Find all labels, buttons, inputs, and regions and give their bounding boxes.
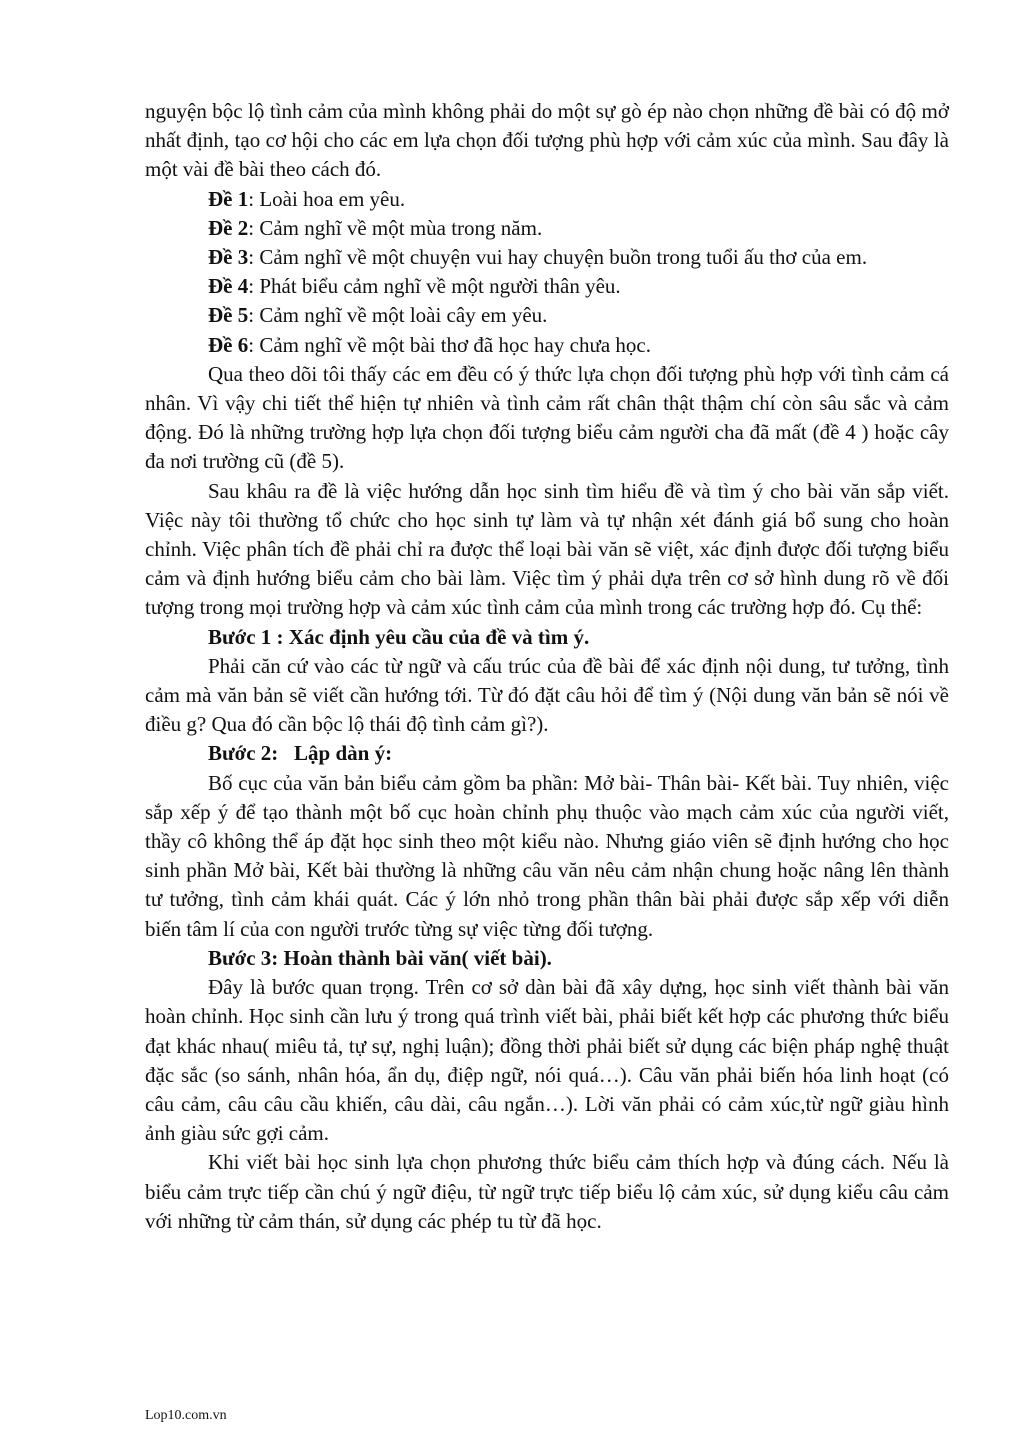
step-2-text: Bố cục của văn bản biểu cảm gồm ba phần: Mở bài- Thân bài- Kết bài. Tuy nhiên, việc sắp xếp ý để tạo thành một bố cục hoàn chỉnh phụ thuộc vào mạch cảm xúc của người viết, thầy cô không thể áp đặt học sinh theo một kiểu nào. Nhưng giáo viên sẽ định hướng cho học sinh phần Mở bài, Kết bài thường là những câu văn nêu cảm nhận chung hoặc nâng lên thành tư tưởng, tình cảm khái quát. Các ý lớn nhỏ trong phần thân bài phải được sắp xếp với diễn biến tâm lí của con người trước từng sự việc từng đối tượng. (145, 770, 949, 941)
topic-5-label: Đề 5 (208, 303, 249, 328)
intro-paragraph: nguyện bộc lộ tình cảm của mình không phải do một sự gò ép nào chọn những đề bài có độ mở nhất định, tạo cơ hội cho các em lựa chọn đối tượng phù hợp với cảm xúc của mình. Sau đây là một vài đề bài theo cách đó. (145, 99, 949, 182)
step-3-heading: Bước 3: Hoàn thành bài văn( viết bài). (208, 945, 552, 970)
topic-4 (145, 272, 949, 301)
topic-6 (145, 331, 949, 360)
page-footer-source: Lop10.com.vn (145, 1408, 227, 1423)
topic-6-label: Đề 6 (208, 332, 249, 357)
topic-1-text: : Loài hoa em yêu. (248, 186, 406, 211)
step-1-text: Phải căn cứ vào các từ ngữ và cấu trúc của đề bài để xác định nội dung, tư tưởng, tình cảm mà văn bản sẽ viết cần hướng tới. Từ đó đặt câu hỏi để tìm ý (Nội dung văn bản sẽ nói về điều g? Qua đó cần bộc lộ thái độ tình cảm gì?). (145, 653, 949, 737)
topic-4-label: Đề 4 (208, 274, 249, 299)
step-1-heading: Bước 1 : Xác định yêu cầu của đề và tìm ý. (208, 624, 590, 649)
topic-4-text: : Phát biểu cảm nghĩ về một người thân yêu. (248, 274, 621, 299)
document-page (145, 97, 949, 1236)
topic-3 (145, 243, 949, 272)
topic-2 (145, 214, 949, 243)
topic-2-text: : Cảm nghĩ về một mùa trong năm. (248, 215, 543, 240)
topic-3-text: : Cảm nghĩ về một chuyện vui hay chuyện buồn trong tuổi ấu thơ của em. (248, 245, 868, 270)
topic-2-label: Đề 2 (208, 215, 249, 240)
topic-1-label: Đề 1 (208, 186, 249, 211)
observation-paragraph: Qua theo dõi tôi thấy các em đều có ý thức lựa chọn đối tượng phù hợp với tình cảm cá nhân. Vì vậy chi tiết thể hiện tự nhiên và tình cảm rất chân thật thậm chí còn sâu sắc và cảm động. Đó là những trường hợp lựa chọn đối tượng biểu cảm người cha đã mất (đề 4 ) hoặc cây đa nơi trường cũ (đề 5). (145, 361, 949, 474)
step-3-text: Đây là bước quan trọng. Trên cơ sở dàn bài đã xây dựng, học sinh viết thành bài văn hoàn chỉnh. Học sinh cần lưu ý trong quá trình viết bài, phải biết kết hợp các phương thức biểu đạt khác nhau( miêu tả, tự sự, nghị luận); đồng thời phải biết sử dụng các biện pháp nghệ thuật đặc sắc (so sánh, nhân hóa, ẩn dụ, điệp ngữ, nói quá…). Câu văn phải biến hóa linh hoạt (có câu cảm, câu câu cầu khiến, câu dài, câu ngắn…). Lời văn phải có cảm xúc,từ ngữ giàu hình ảnh giàu sức gợi cảm. (145, 975, 949, 1146)
topic-3-label: Đề 3 (208, 245, 249, 270)
topic-6-text: : Cảm nghĩ về một bài thơ đã học hay chưa học. (248, 332, 651, 357)
topic-1 (145, 185, 949, 214)
guidance-paragraph: Sau khâu ra đề là việc hướng dẫn học sinh tìm hiểu đề và tìm ý cho bài văn sắp viết. Việc này tôi thường tổ chức cho học sinh tự làm và tự nhận xét đánh giá bổ sung cho hoàn chỉnh. Việc phân tích đề phải chỉ ra được thể loại bài văn sẽ việt, xác định được đối tượng biểu cảm và định hướng biểu cảm cho bài làm. Việc tìm ý phải dựa trên cơ sở hình dung rõ về đối tượng trong mọi trường hợp và cảm xúc tình cảm của mình trong các trường hợp đó. Cụ thể: (145, 478, 949, 620)
topic-5 (145, 301, 949, 330)
step-2-heading: Bước 2: Lập dàn ý: (208, 741, 393, 766)
topic-5-text: : Cảm nghĩ về một loài cây em yêu. (248, 303, 548, 328)
final-paragraph: Khi viết bài học sinh lựa chọn phương thức biểu cảm thích hợp và đúng cách. Nếu là biểu cảm trực tiếp cần chú ý ngữ điệu, từ ngữ trực tiếp biểu lộ cảm xúc, sử dụng kiểu câu cảm với những từ cảm thán, sử dụng các phép tu từ đã học. (145, 1150, 949, 1233)
